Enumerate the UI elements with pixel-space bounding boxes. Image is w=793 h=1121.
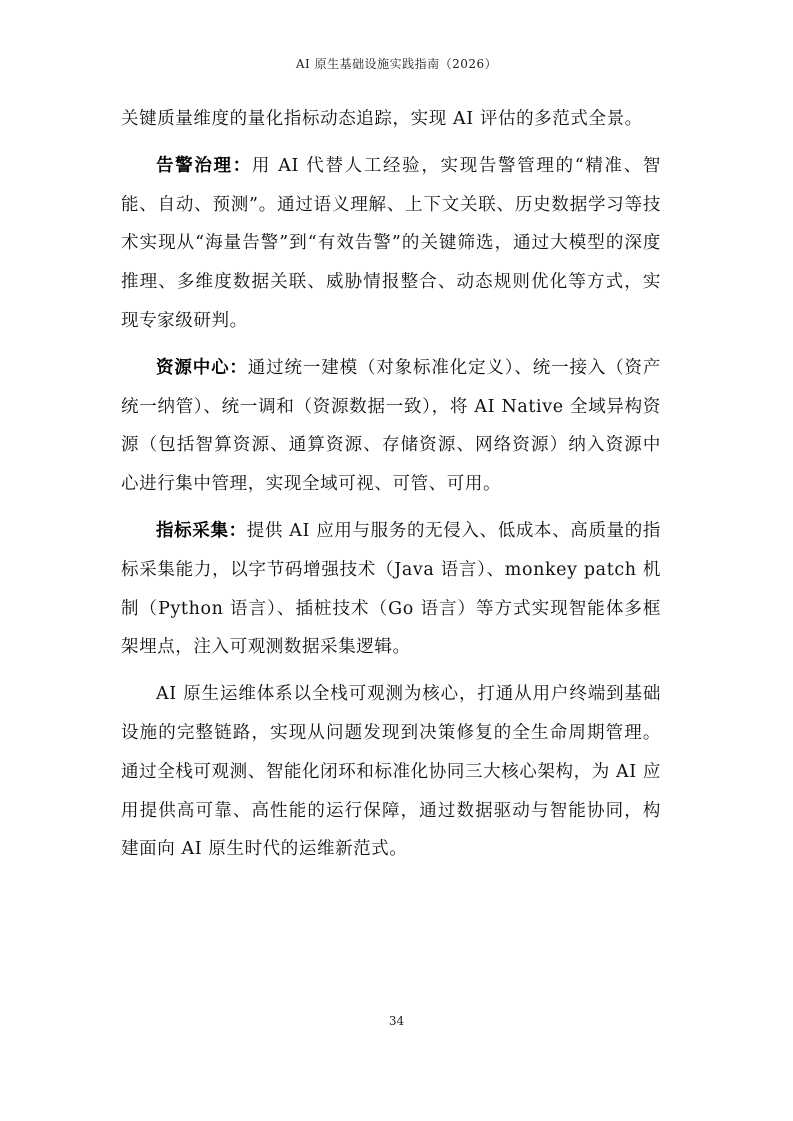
paragraph-text: AI 原生运维体系以全栈可观测为核心，打通从用户终端到基础设施的完整链路，实现从问题发现到决策修复的全生命周期管理。通过全栈可观测、智能化闭环和标准化协同三大核心架构，为 AI 应用提供高可靠、高性能的运行保障，通过数据驱动与智能协同，构建面向 AI 原生时代的运维新范式。 (121, 684, 661, 860)
page-number: 34 (388, 1014, 405, 1028)
paragraph-text: 通过统一建模（对象标准化定义）、统一接入（资产统一纳管）、统一调和（资源数据一致），将 AI Native 全域异构资源（包括智算资源、通算资源、存储资源、网络资源）纳入资源中心进行集中管理，实现全域可视、可管、可用。 (121, 357, 661, 495)
paragraph-metric-collection (121, 512, 661, 667)
body-text (121, 100, 661, 869)
paragraph-label: 指标采集： (156, 520, 247, 541)
paragraph-text: 提供 AI 应用与服务的无侵入、低成本、高质量的指标采集能力，以字节码增强技术（Java 语言）、monkey patch 机制（Python 语言）、插桩技术（Go 语言）等方式实现智能体多框架埋点，注入可观测数据采集逻辑。 (121, 520, 661, 658)
paragraph-text: 用 AI 代替人工经验，实现告警管理的“精准、智能、自动、预测”。通过语义理解、上下文关联、历史数据学习等技术实现从“海量告警”到“有效告警”的关键筛选，通过大模型的深度推理、多维度数据关联、威胁情报整合、动态规则优化等方式，实现专家级研判。 (121, 155, 662, 331)
paragraph-label: 告警治理： (156, 155, 252, 176)
paragraph-alert-governance (121, 147, 661, 341)
paragraph-label: 资源中心： (156, 357, 248, 378)
paragraph-continuation (121, 100, 661, 139)
paragraph-resource-center (121, 349, 661, 504)
running-header: AI 原生基础设施实践指南（2026） (295, 57, 498, 71)
paragraph-summary (121, 675, 661, 869)
paragraph-text: 关键质量维度的量化指标动态追踪，实现 AI 评估的多范式全景。 (121, 109, 643, 129)
